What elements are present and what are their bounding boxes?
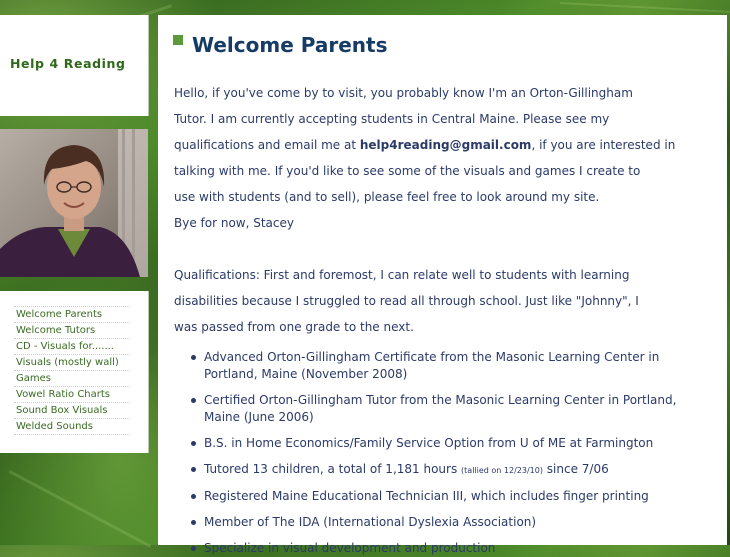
qualification-item: B.S. in Home Economics/Family Service Option from U of ME at Farmington [204, 435, 714, 452]
background-leaf [560, 2, 730, 13]
qualification-item: Advanced Orton-Gillingham Certificate from the Masonic Learning Center in Portland, Maine (November 2008) [204, 349, 714, 383]
qualifications-intro: disabilities because I struggled to read all through school. Just like "Johnny", I [174, 294, 639, 308]
heading-square-bullet [173, 35, 183, 45]
intro-line: Hello, if you've come by to visit, you probably know I'm an Orton-Gillingham [174, 86, 633, 100]
qualifications-intro: Qualifications: First and foremost, I can relate well to students with learning [174, 268, 630, 282]
email-line-after: , if you are interested in [531, 138, 676, 152]
background-leaf [9, 470, 152, 548]
qualifications-intro: was passed from one grade to the next. [174, 320, 414, 334]
nav-item-vowel-ratio-charts[interactable]: Vowel Ratio Charts [14, 386, 130, 402]
qualification-item: Member of The IDA (International Dyslexia Association) [204, 514, 714, 531]
nav-item-cd-visuals[interactable]: CD - Visuals for....... [14, 338, 130, 354]
email-line-before: qualifications and email me at [174, 138, 360, 152]
qualification-item: Certified Orton-Gillingham Tutor from the Masonic Learning Center in Portland, Maine (June 2006) [204, 392, 714, 426]
page-title: Welcome Parents [192, 33, 388, 57]
qualification-item: Registered Maine Educational Technician III, which includes finger printing [204, 488, 714, 505]
site-title-box [0, 15, 149, 116]
nav-item-welcome-parents[interactable]: Welcome Parents [14, 306, 130, 322]
main-content [158, 15, 727, 555]
email-line [174, 132, 714, 158]
intro-line: use with students (and to sell), please feel free to look around my site. [174, 190, 600, 204]
tutor-photo [0, 129, 148, 277]
site-title: Help 4 Reading [10, 56, 126, 71]
intro-line: talking with me. If you'd like to see some of the visuals and games I create to [174, 164, 641, 178]
contact-email: help4reading@gmail.com [359, 138, 532, 152]
nav-item-welded-sounds[interactable]: Welded Sounds [14, 418, 130, 435]
nav-item-games[interactable]: Games [14, 370, 130, 386]
tutor-portrait-image [0, 129, 148, 277]
qualifications-list [174, 349, 714, 557]
tutored-text: Tutored 13 children, a total of 1,181 hours [204, 462, 462, 476]
nav-item-sound-box-visuals[interactable]: Sound Box Visuals [14, 402, 130, 418]
intro-line: Tutor. I am currently accepting students in Central Maine. Please see my [174, 112, 610, 126]
nav-list [14, 306, 130, 435]
nav-item-visuals-wall[interactable]: Visuals (mostly wall) [14, 354, 130, 370]
sidebar-nav [0, 291, 149, 453]
tutored-tally-note: (tallied on 12/23/10) [461, 466, 543, 475]
signoff-line: Bye for now, Stacey [174, 216, 294, 230]
qualification-item-tutored [204, 461, 714, 479]
nav-item-welcome-tutors[interactable]: Welcome Tutors [14, 322, 130, 338]
qualification-item: Specialize in visual development and production [204, 540, 714, 557]
tutored-since: since 7/06 [542, 462, 609, 476]
page-body [174, 80, 714, 557]
